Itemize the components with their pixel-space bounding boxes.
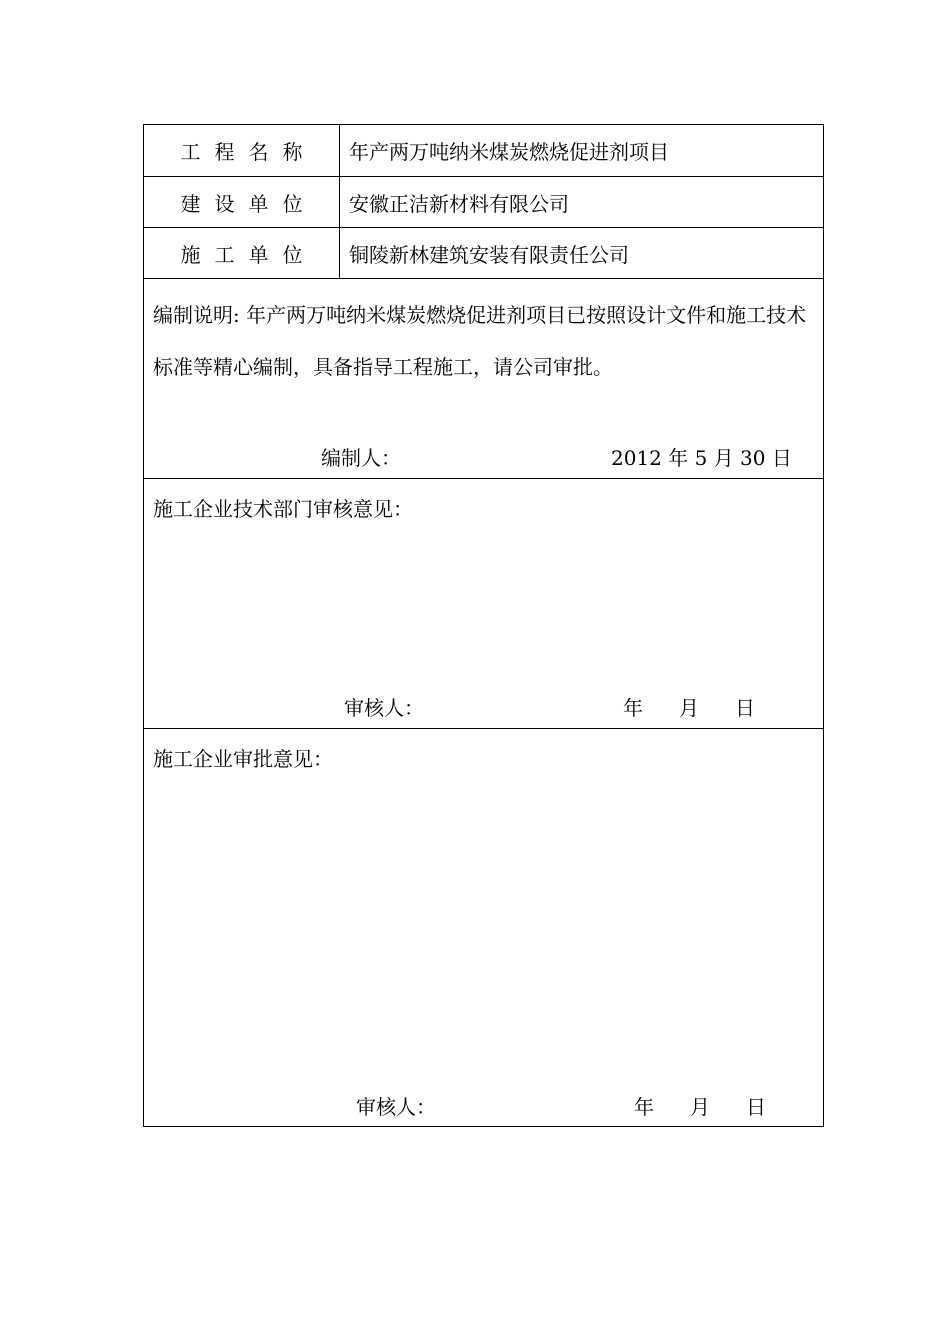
approval-title: 施工企业审批意见：	[153, 747, 333, 771]
author-label: 编制人：	[321, 446, 401, 470]
approval-year: 年	[634, 1095, 654, 1119]
description-text: 编制说明: 年产两万吨纳米煤炭燃烧促进剂项目已按照设计文件和施工技术标准等精心编制，具备指导工程施工，请公司审批。	[153, 303, 807, 379]
tech-review-date	[623, 692, 755, 721]
contractor-row	[144, 227, 823, 278]
approval-form	[143, 124, 824, 1127]
approver-label: 审核人：	[356, 1095, 436, 1119]
approval-date	[634, 1091, 766, 1120]
tech-reviewer-label: 审核人：	[344, 696, 424, 720]
approval-section	[144, 728, 823, 1126]
tech-review-title: 施工企业技术部门审核意见：	[153, 497, 413, 521]
project-name-label: 工程名称	[144, 125, 340, 176]
construction-unit-row	[144, 176, 823, 227]
approval-month: 月	[690, 1095, 710, 1119]
tech-review-year: 年	[623, 696, 643, 720]
construction-unit-value: 安徽正洁新材料有限公司	[349, 191, 569, 216]
construction-unit-label: 建设单位	[144, 177, 340, 227]
approval-day: 日	[746, 1095, 766, 1119]
compile-date: 2012 年 5 月 30 日	[611, 446, 792, 470]
description-section	[144, 278, 823, 478]
contractor-label: 施工单位	[144, 228, 340, 278]
tech-review-section	[144, 478, 823, 728]
tech-review-day: 日	[735, 696, 755, 720]
contractor-value: 铜陵新林建筑安装有限责任公司	[349, 242, 629, 267]
project-name-row	[144, 125, 823, 176]
tech-review-month: 月	[679, 696, 699, 720]
project-name-value: 年产两万吨纳米煤炭燃烧促进剂项目	[349, 140, 669, 164]
